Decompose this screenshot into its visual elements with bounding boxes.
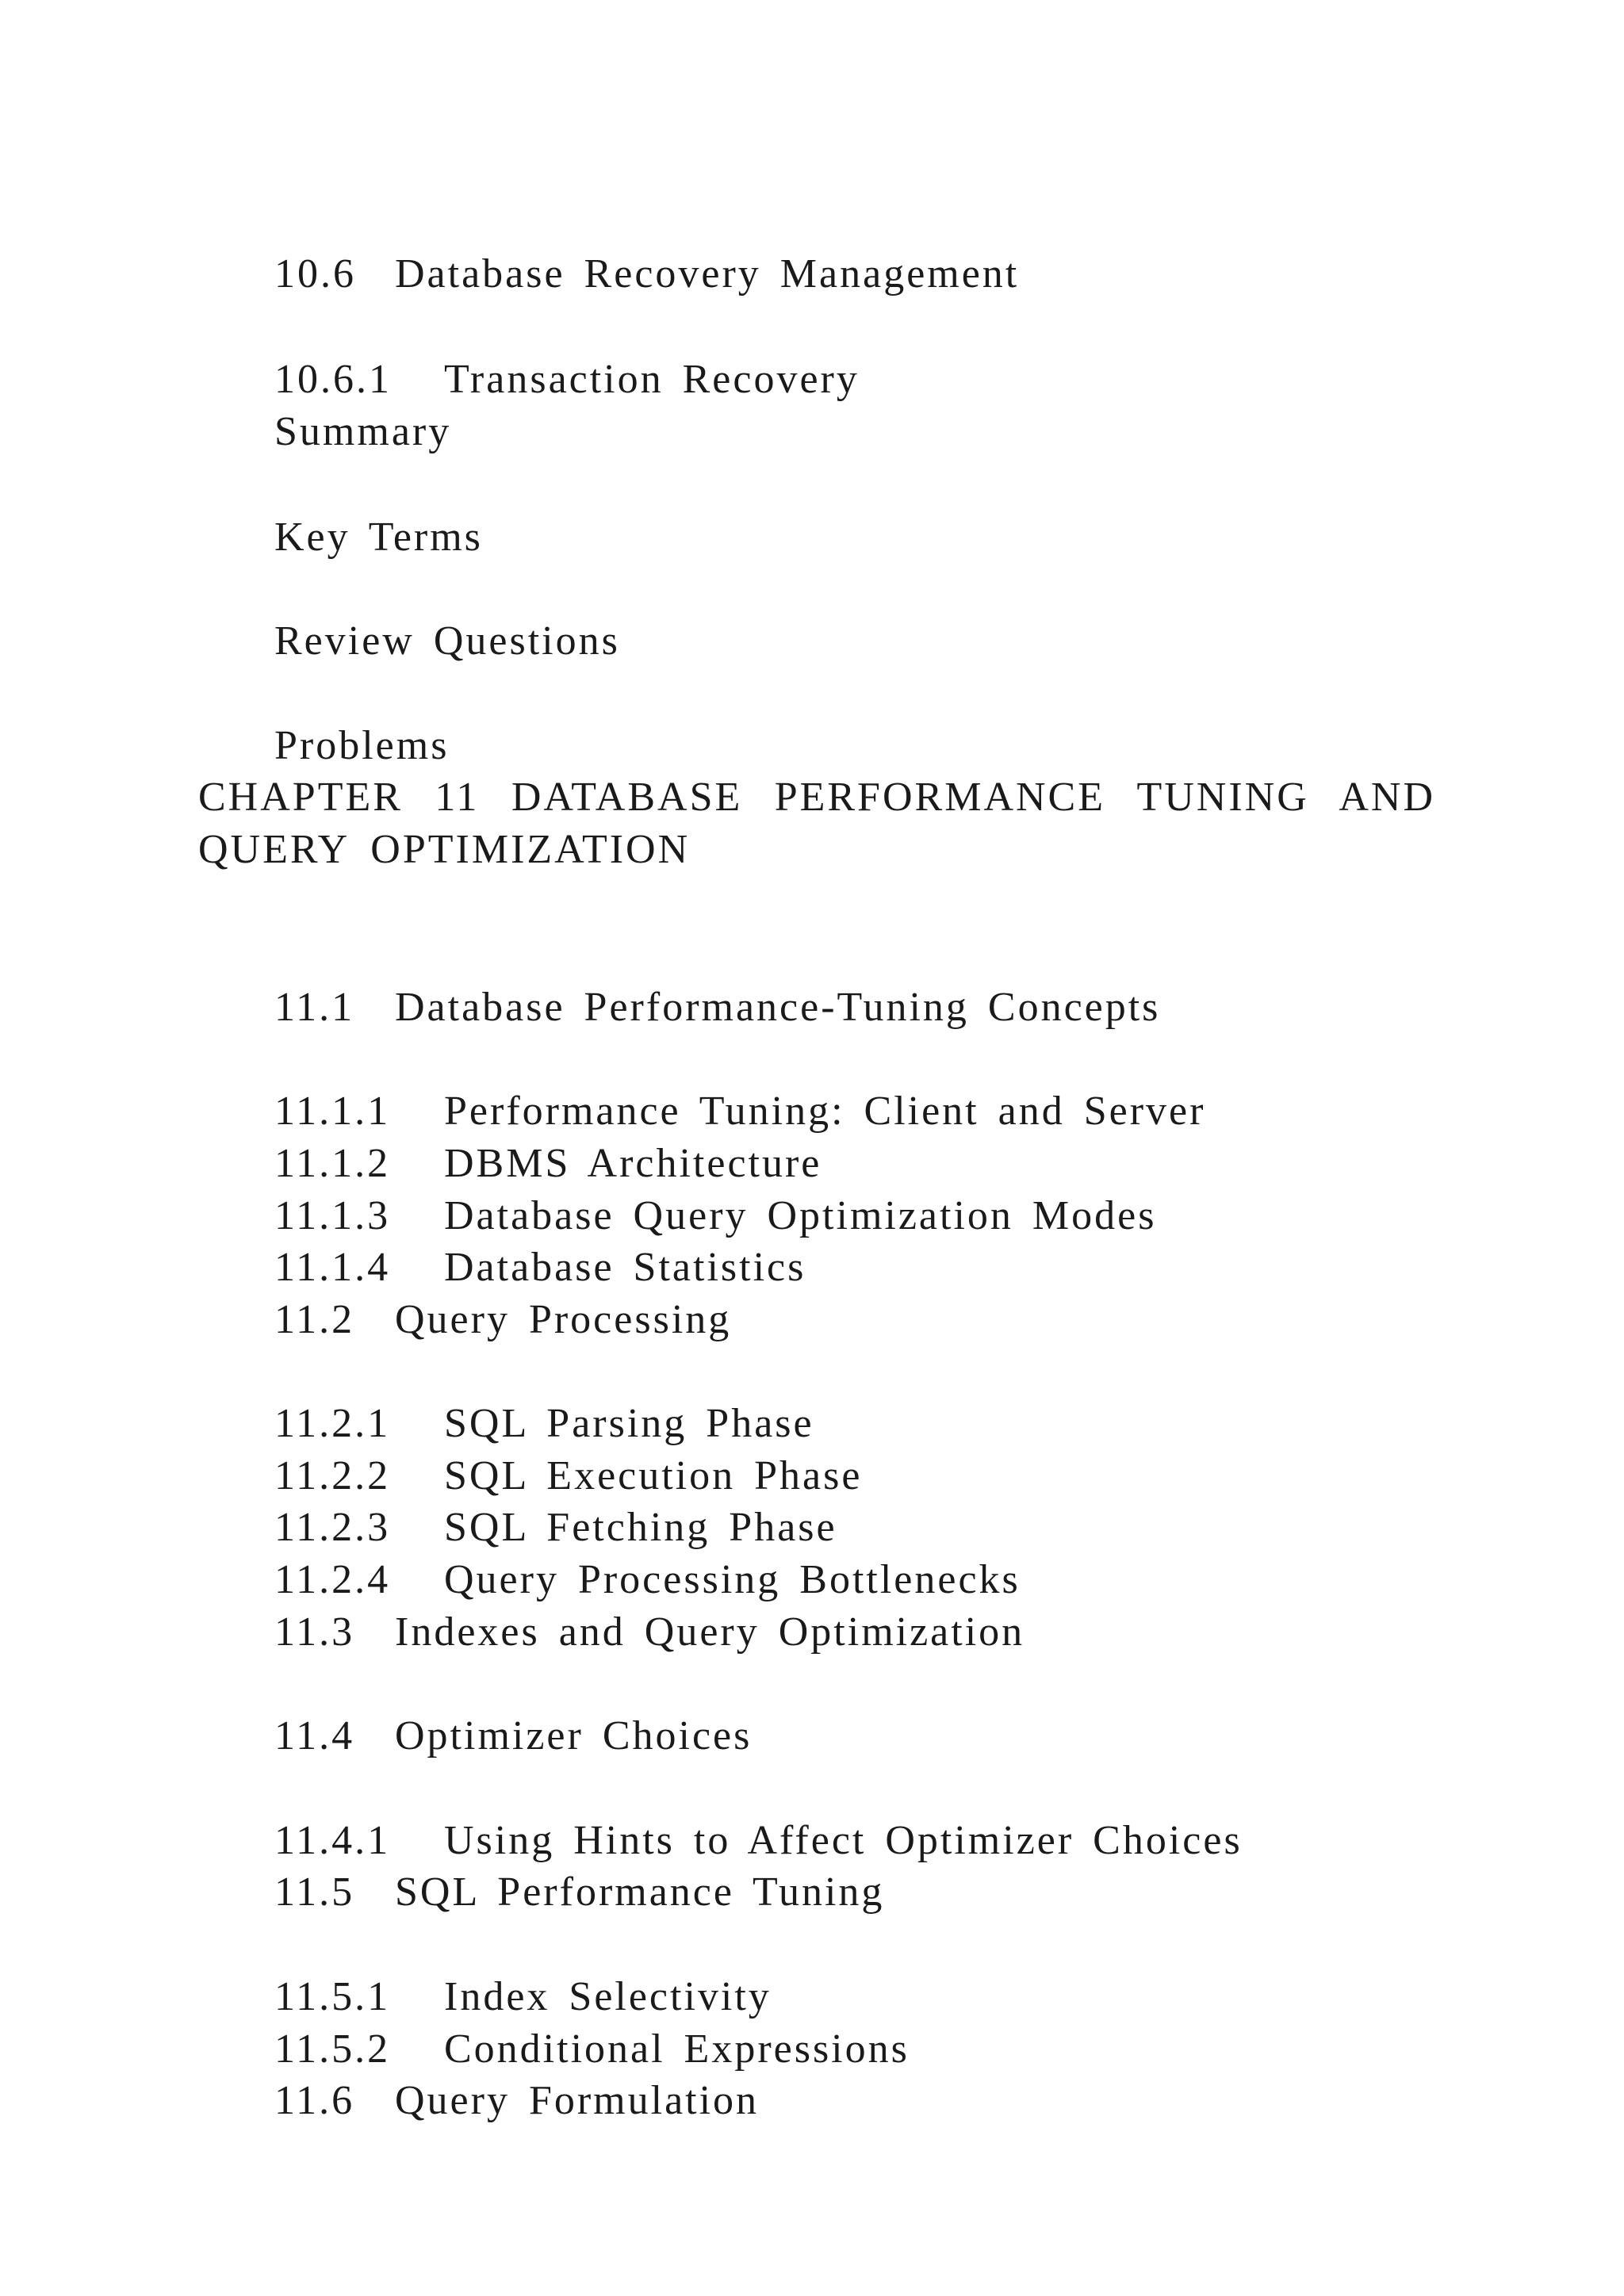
section-title: Performance Tuning: Client and Server (444, 1089, 1206, 1134)
problems-label: Problems (274, 723, 450, 768)
section-number: 11.5.2 (274, 2026, 391, 2072)
section-number: 11.4 (274, 1713, 355, 1758)
section-number: 11.1.1 (274, 1089, 391, 1134)
section-title: SQL Performance Tuning (395, 1869, 885, 1915)
section-number: 11.1.4 (274, 1245, 391, 1290)
section-title: Database Recovery Management (395, 251, 1020, 297)
chapter-heading: CHAPTER 11 DATABASE PERFORMANCE TUNING AND QUERY OPTIMIZATION (198, 775, 1435, 872)
section-number: 11.2 (274, 1297, 355, 1342)
section-number: 11.1 (274, 985, 355, 1030)
section-title: SQL Parsing Phase (444, 1401, 814, 1446)
toc-entry-11-6 (198, 2022, 759, 2179)
section-title: Using Hints to Affect Optimizer Choices (444, 1818, 1243, 1863)
section-title: Index Selectivity (444, 1974, 772, 2019)
section-title: Query Processing (395, 1297, 732, 1342)
section-title: Database Performance-Tuning Concepts (395, 985, 1161, 1030)
section-number: 11.4.1 (274, 1818, 391, 1863)
section-title: Indexes and Query Optimization (395, 1609, 1025, 1655)
section-number: 11.5.1 (274, 1974, 391, 2019)
section-number: 11.2.1 (274, 1401, 391, 1446)
section-title: Conditional Expressions (444, 2026, 910, 2072)
section-number: 11.2.3 (274, 1505, 391, 1550)
section-number: 11.1.3 (274, 1193, 391, 1238)
section-number: 11.3 (274, 1609, 355, 1655)
section-number: 11.6 (274, 2078, 355, 2123)
summary-label: Summary (274, 409, 452, 454)
section-number: 11.5 (274, 1869, 355, 1915)
section-number: 10.6 (274, 251, 356, 297)
section-number: 11.2.4 (274, 1557, 391, 1602)
section-number: 11.1.2 (274, 1141, 391, 1186)
section-number: 11.2.2 (274, 1453, 391, 1498)
section-title: DBMS Architecture (444, 1141, 822, 1186)
section-title: SQL Fetching Phase (444, 1505, 837, 1550)
section-title: Query Formulation (395, 2078, 760, 2123)
section-title: Database Query Optimization Modes (444, 1193, 1157, 1238)
section-title: Query Processing Bottlenecks (444, 1557, 1021, 1602)
section-title: Database Statistics (444, 1245, 806, 1290)
section-title: Transaction Recovery (444, 357, 860, 402)
section-title: SQL Execution Phase (444, 1453, 863, 1498)
review-questions-label: Review Questions (274, 618, 620, 664)
key-terms-label: Key Terms (274, 515, 483, 560)
section-title: Optimizer Choices (395, 1713, 753, 1758)
section-number: 10.6.1 (274, 357, 392, 402)
